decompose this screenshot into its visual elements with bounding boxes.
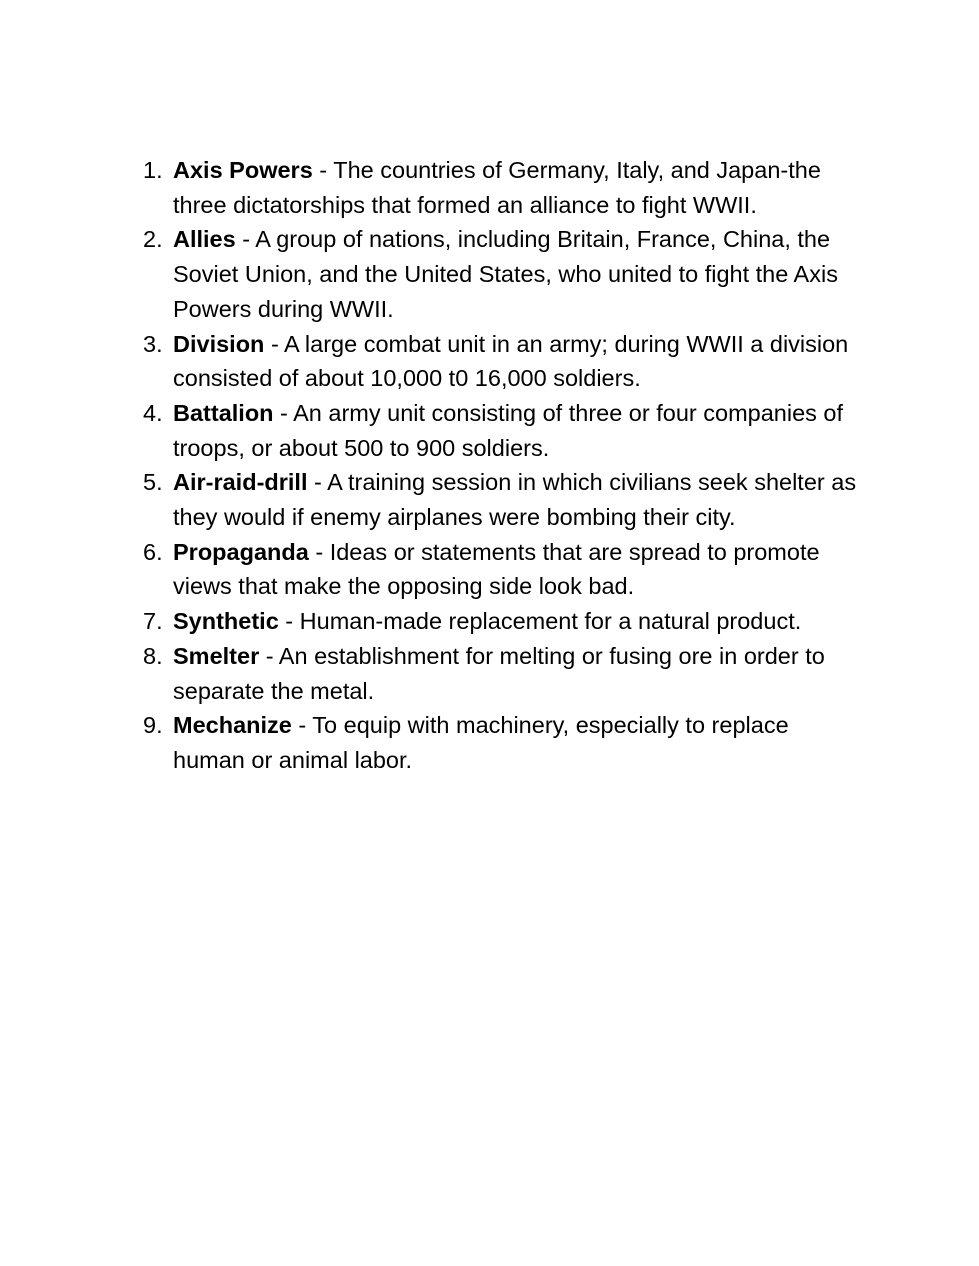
item-number: 4. xyxy=(143,399,163,426)
definition: - An army unit consisting of three or four companies of troops, or about 500 to 900 soldiers. xyxy=(173,399,844,461)
list-item xyxy=(140,153,865,222)
item-number: 2. xyxy=(143,226,163,253)
list-item xyxy=(140,639,865,708)
term: Propaganda xyxy=(173,538,309,565)
term: Air-raid-drill xyxy=(173,469,308,496)
definition: - A group of nations, including Britain, France, China, the Soviet Union, and the United States, who united to fight the Axis Powers during WWII. xyxy=(173,226,838,322)
item-number: 9. xyxy=(143,712,163,739)
vocabulary-list xyxy=(140,153,865,778)
term: Battalion xyxy=(173,399,274,426)
definition: - A training session in which civilians seek shelter as they would if enemy airplanes were bombing their city. xyxy=(173,469,857,531)
item-number: 3. xyxy=(143,330,163,357)
list-item xyxy=(140,222,865,326)
term: Synthetic xyxy=(173,608,279,635)
list-item xyxy=(140,535,865,604)
item-number: 6. xyxy=(143,538,163,565)
item-number: 8. xyxy=(143,642,163,669)
item-number: 7. xyxy=(143,608,163,635)
term: Allies xyxy=(173,226,236,253)
definition: - To equip with machinery, especially to replace human or animal labor. xyxy=(173,712,789,773)
list-item xyxy=(140,465,865,534)
item-number: 5. xyxy=(143,469,163,496)
list-item xyxy=(140,396,865,465)
definition: - Ideas or statements that are spread to promote views that make the opposing side look bad. xyxy=(173,538,820,600)
term: Division xyxy=(173,330,265,357)
list-item xyxy=(140,327,865,396)
item-number: 1. xyxy=(143,157,163,183)
definition: - A large combat unit in an army; during WWII a division consisted of about 10,000 t0 16,000 soldiers. xyxy=(173,330,849,392)
term: Axis Powers xyxy=(173,157,313,183)
list-item xyxy=(140,708,865,777)
definition: - An establishment for melting or fusing ore in order to separate the metal. xyxy=(173,642,825,704)
term: Smelter xyxy=(173,642,260,669)
list-item xyxy=(140,604,865,639)
term: Mechanize xyxy=(173,712,292,739)
definition: - The countries of Germany, Italy, and Japan-the three dictatorships that formed an alliance to fight WWII. xyxy=(173,157,821,218)
definition: - Human-made replacement for a natural product. xyxy=(278,608,802,635)
